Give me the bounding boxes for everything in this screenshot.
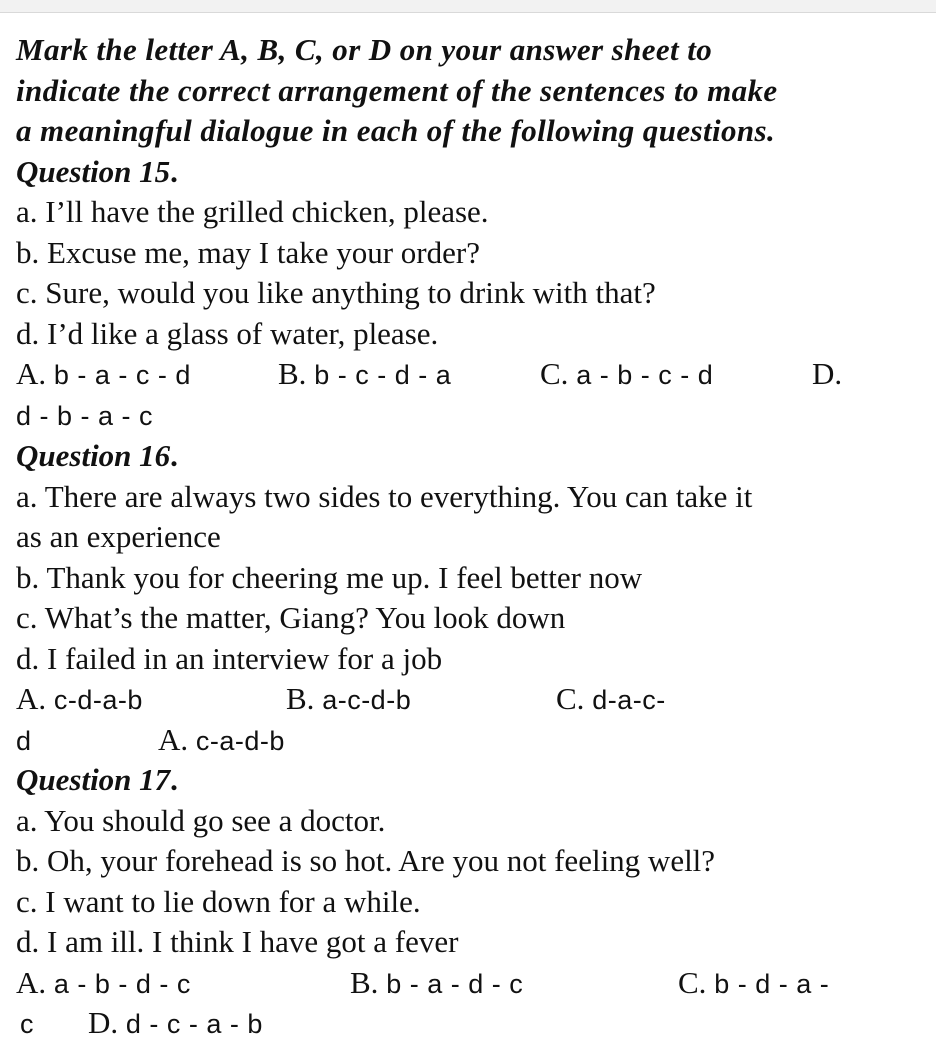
question-15-sentence-d: d. I’d like a glass of water, please. [16, 315, 439, 351]
q15-option-b[interactable]: B. b - c - d - a [278, 356, 452, 391]
question-15-sentence-a: a. I’ll have the grilled chicken, please. [16, 194, 489, 229]
question-16-sentence-a: a. There are always two sides to everything. You can take it [16, 478, 753, 514]
q17-option-b[interactable]: B. b - a - d - c [350, 964, 524, 1000]
q15-option-c[interactable]: C. a - b - c - d [540, 356, 714, 391]
question-17-options [16, 963, 921, 1004]
question-16-title: Question 16. [16, 438, 178, 473]
q16-option-b[interactable]: B. a-c-d-b [286, 681, 412, 716]
question-17-options-wrap [16, 1003, 921, 1044]
question-15-title: Question 15. [16, 153, 178, 189]
instruction-line-1: Mark the letter A, B, C, or D on your answer sheet to [16, 32, 713, 67]
question-17-title: Question 17. [16, 762, 178, 797]
q17-option-d[interactable]: D. d - c - a - b [88, 1005, 263, 1040]
question-16-options [16, 679, 921, 720]
q15-option-a[interactable]: A. b - a - c - d [16, 356, 191, 391]
question-17-sentence-a: a. You should go see a doctor. [16, 802, 386, 838]
q17-option-a[interactable]: A. a - b - d - c [16, 964, 191, 1000]
question-16-sentence-b: b. Thank you for cheering me up. I feel better now [16, 559, 643, 595]
q15-option-d[interactable]: D. [812, 356, 843, 391]
q17-option-c[interactable]: C. b - d - a - [678, 964, 830, 1000]
question-17-sentence-d: d. I am ill. I think I have got a fever [16, 924, 459, 959]
instruction-line-2: indicate the correct arrangement of the sentences to make [16, 72, 778, 108]
instruction-line-3: a meaningful dialogue in each of the following questions. [16, 113, 776, 148]
question-15-options [16, 354, 921, 395]
q16-option-a-duplicate[interactable]: A. c-a-d-b [158, 721, 285, 757]
question-16-sentence-a-cont: as an experience [16, 519, 221, 554]
q16-option-c[interactable]: C. d-a-c- [556, 681, 666, 716]
question-15-sentence-b: b. Excuse me, may I take your order? [16, 234, 480, 270]
top-toolbar-strip [0, 0, 936, 13]
q16-option-a[interactable]: A. c-d-a-b [16, 681, 143, 716]
question-16-options-wrap [16, 720, 921, 761]
question-16-sentence-d: d. I failed in an interview for a job [16, 640, 443, 676]
question-17-sentence-b: b. Oh, your forehead is so hot. Are you not feeling well? [16, 843, 716, 878]
q15-option-d-value[interactable]: d - b - a - c [16, 400, 154, 431]
document-body [16, 30, 921, 1044]
q17-option-c-cont[interactable]: c [20, 1009, 34, 1039]
question-15-sentence-c: c. Sure, would you like anything to drink with that? [16, 275, 656, 310]
question-16-sentence-c: c. What’s the matter, Giang? You look down [16, 600, 566, 635]
q16-option-c-cont[interactable]: d [16, 725, 32, 756]
question-17-sentence-c: c. I want to lie down for a while. [16, 883, 421, 919]
